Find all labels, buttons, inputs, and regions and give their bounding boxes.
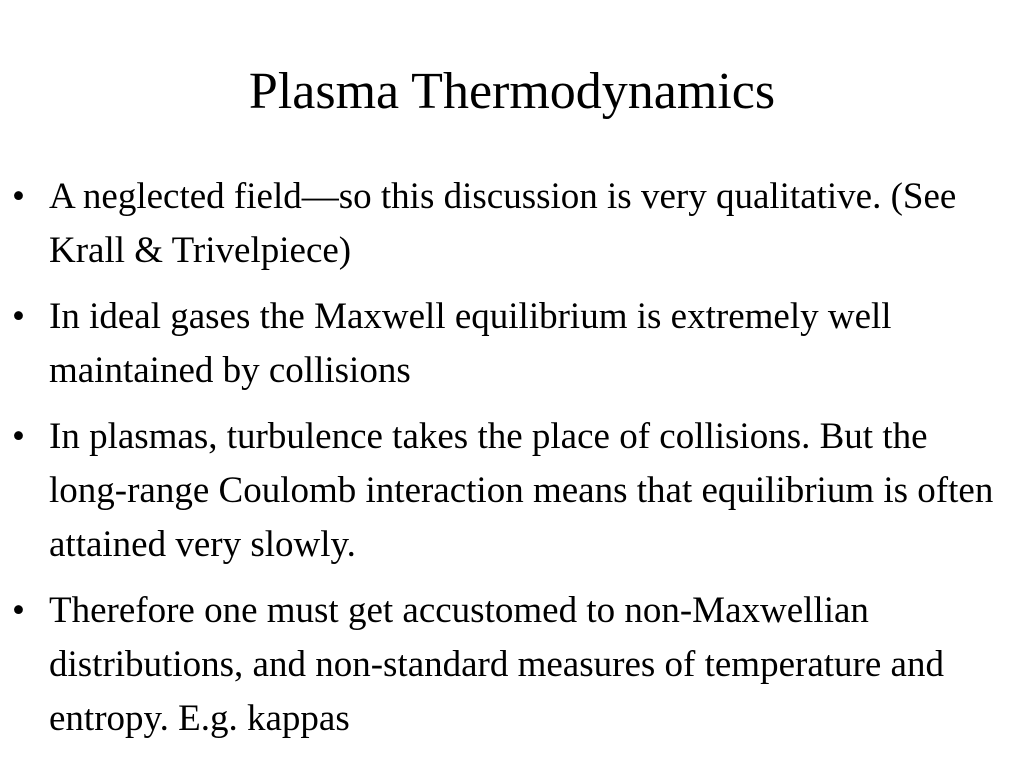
bullet-text: A neglected field—so this discussion is very qualitative. (See Krall & Trivelpiece) — [49, 176, 957, 271]
slide-title: Plasma Thermodynamics — [248, 63, 776, 120]
bullet-item — [12, 410, 1008, 572]
bullet-icon: • — [12, 296, 25, 337]
bullet-icon: • — [12, 416, 25, 457]
bullet-item — [12, 170, 1008, 278]
bullet-list — [12, 170, 1008, 758]
bullet-text: In plasmas, turbulence takes the place of collisions. But the long-range Coulomb interaction means that equilibrium is often attained very slowly. — [49, 416, 994, 565]
bullet-icon: • — [12, 590, 25, 631]
bullet-text: In ideal gases the Maxwell equilibrium is extremely well maintained by collisions — [49, 296, 892, 391]
bullet-text: Therefore one must get accustomed to non-Maxwellian distributions, and non-standard measures of temperature and entropy. E.g. kappas — [49, 590, 944, 739]
bullet-item — [12, 290, 1008, 398]
bullet-icon: • — [12, 176, 25, 217]
bullet-item — [12, 584, 1008, 746]
